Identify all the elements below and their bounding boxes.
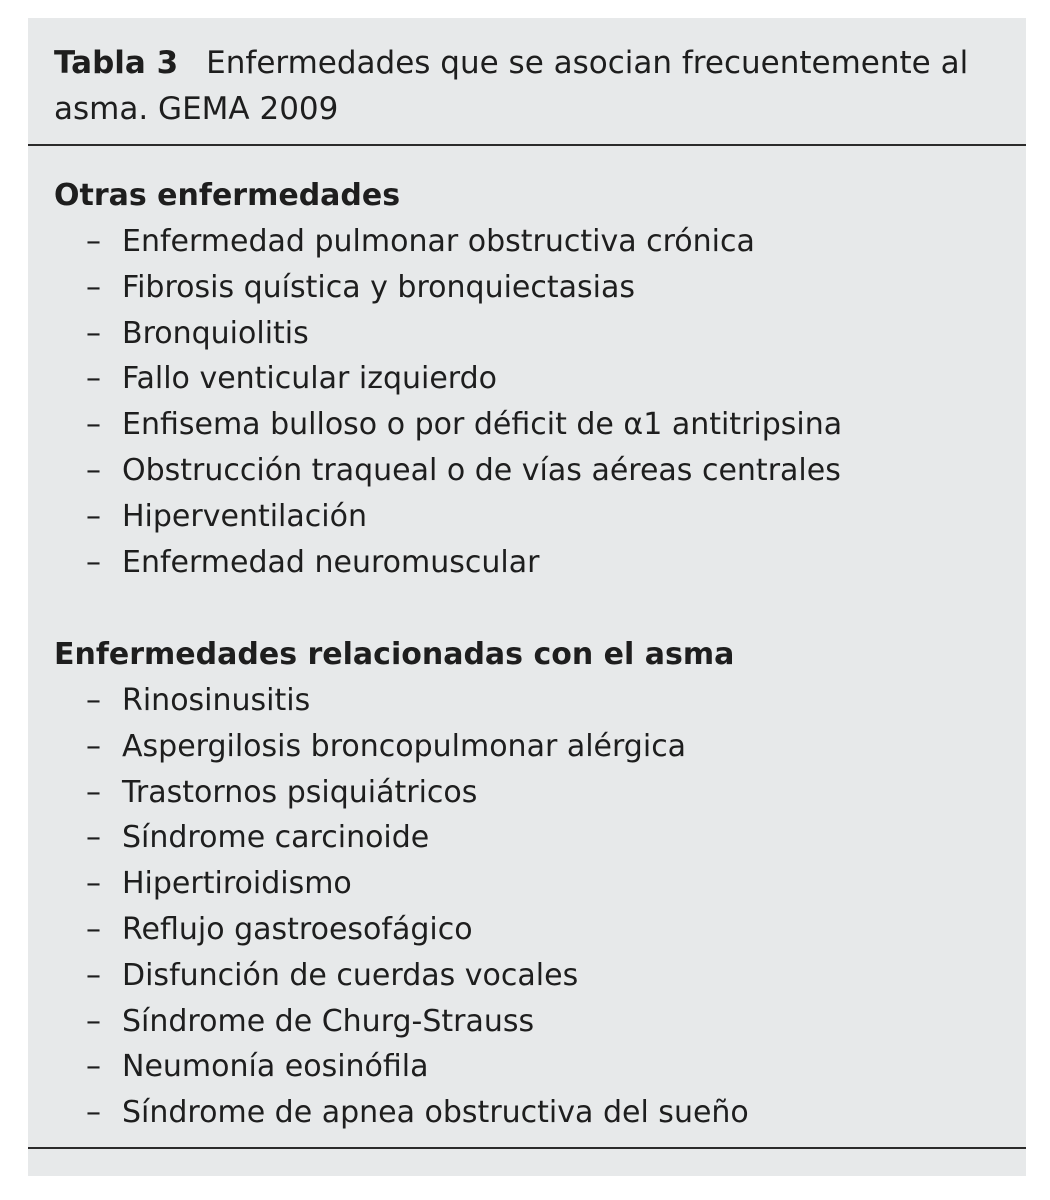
dash-bullet: – (86, 774, 101, 810)
list-item-text: Hipertiroidismo (122, 866, 352, 902)
list-item-text: Síndrome carcinoide (122, 820, 430, 856)
dash-bullet: – (86, 315, 101, 351)
dash-bullet: – (86, 224, 101, 259)
list-item (54, 678, 994, 724)
list-item (54, 494, 994, 540)
list-item-text: Neumonía eosinófila (122, 1049, 429, 1085)
dash-bullet: – (86, 957, 101, 993)
list-item-text: Enfisema bulloso o por déficit de α1 antitripsina (122, 407, 843, 443)
list-item-text: Síndrome de apnea obstructiva del sueño (122, 1095, 749, 1131)
list-item-text: Bronquiolitis (122, 315, 309, 351)
table-title: Enfermedades que se asocian frecuentemente al asma. GEMA 2009 (54, 45, 969, 127)
list-item (54, 448, 994, 494)
list-item-text: Trastornos psiquiátricos (122, 774, 478, 810)
dash-bullet: – (86, 452, 101, 488)
list-item (54, 999, 994, 1045)
top-divider (28, 144, 1026, 146)
dash-bullet: – (86, 498, 101, 534)
table-label: Tabla 3 (54, 45, 179, 81)
list-item (54, 907, 994, 953)
section-heading: Otras enfermedades (54, 178, 401, 213)
list-item (54, 815, 994, 861)
list-item (54, 356, 994, 402)
list-item (54, 953, 994, 999)
list-item-text: Obstrucción traqueal o de vías aéreas centrales (122, 452, 841, 488)
table-panel (28, 18, 1026, 1176)
dash-bullet: – (86, 683, 101, 718)
dash-bullet: – (86, 361, 101, 397)
section-enfermedades-relacionadas (54, 632, 994, 1136)
dash-bullet: – (86, 544, 101, 580)
list-item (54, 219, 994, 265)
dash-bullet: – (86, 1095, 101, 1131)
dash-bullet: – (86, 269, 101, 305)
list-item-text: Rinosinusitis (122, 683, 311, 718)
section-heading: Enfermedades relacionadas con el asma (54, 637, 735, 672)
list-item (54, 265, 994, 311)
dash-bullet: – (86, 407, 101, 443)
list-item-text: Aspergilosis broncopulmonar alérgica (122, 728, 687, 764)
list-item-text: Reflujo gastroesofágico (122, 911, 473, 947)
dash-bullet: – (86, 911, 101, 947)
list-item (54, 724, 994, 770)
list-item-text: Hiperventilación (122, 498, 367, 534)
section-otras-enfermedades (54, 173, 994, 585)
list-item (54, 402, 994, 448)
list-item (54, 540, 994, 586)
list-item-text: Fallo venticular izquierdo (122, 361, 497, 397)
dash-bullet: – (86, 866, 101, 902)
list-item-text: Fibrosis quística y bronquiectasias (122, 269, 635, 305)
dash-bullet: – (86, 1003, 101, 1039)
list-item-text: Disfunción de cuerdas vocales (122, 957, 579, 993)
item-list (54, 219, 994, 585)
list-item (54, 770, 994, 816)
list-item-text: Enfermedad pulmonar obstructiva crónica (122, 224, 755, 259)
table-caption (54, 40, 994, 132)
dash-bullet: – (86, 820, 101, 856)
list-item-text: Enfermedad neuromuscular (122, 544, 540, 580)
list-item (54, 1044, 994, 1090)
list-item (54, 861, 994, 907)
list-item (54, 1090, 994, 1136)
list-item-text: Síndrome de Churg-Strauss (122, 1003, 535, 1039)
dash-bullet: – (86, 728, 101, 764)
item-list (54, 678, 994, 1136)
list-item (54, 311, 994, 357)
bottom-divider (28, 1147, 1026, 1149)
dash-bullet: – (86, 1049, 101, 1085)
